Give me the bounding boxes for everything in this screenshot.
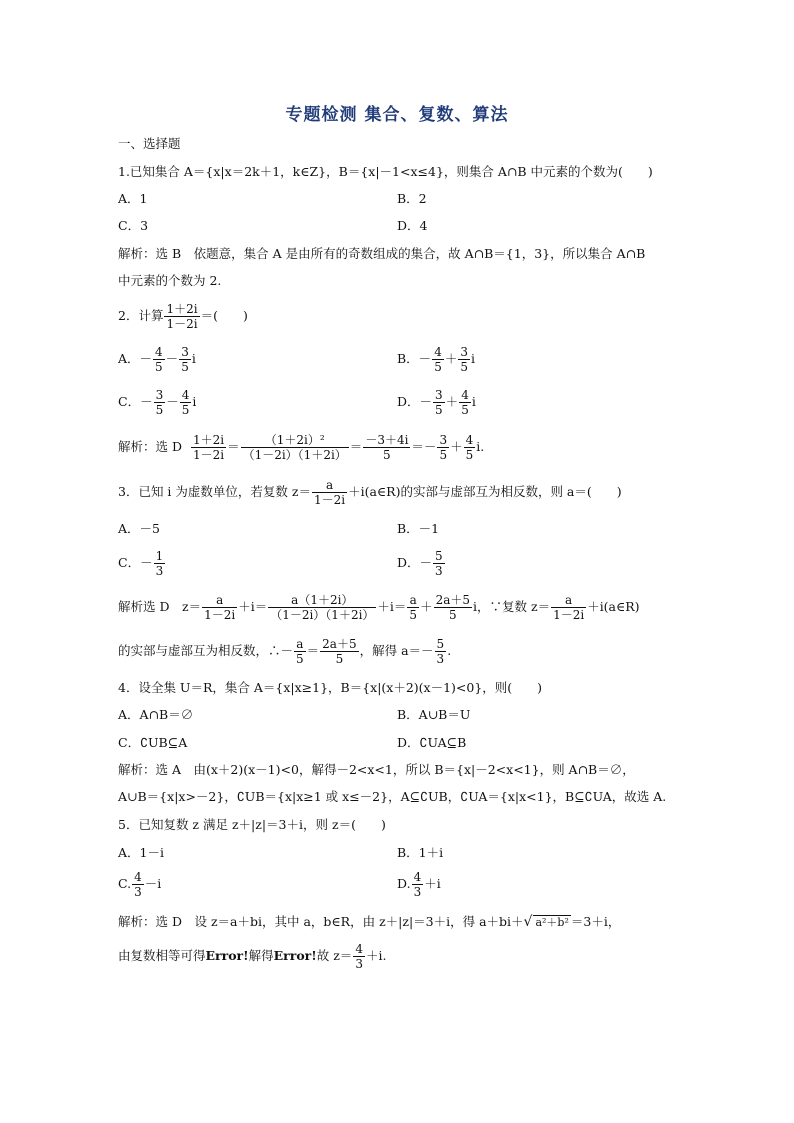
- q2-option-c: C．－ $\frac{3}{5}$ － $\frac{4}{5}$ i: [118, 388, 197, 417]
- q3-option-b: B．－1: [397, 521, 440, 536]
- q4-option-c: C．∁UB⊆A: [118, 735, 188, 750]
- section-heading: 一、选择题: [118, 136, 181, 151]
- error-placeholder-2: Error!: [273, 948, 317, 963]
- q1-option-b: B．2: [397, 191, 427, 206]
- q1-solution-line2: 中元素的个数为 2.: [118, 273, 222, 288]
- q4-option-d: D．∁UA⊆B: [397, 735, 467, 750]
- sqrt-expression: a²＋b²: [535, 916, 569, 929]
- q4-option-a: A．A∩B＝∅: [118, 707, 194, 722]
- q2-solution: 解析：选 D $\frac{1+2i}{1-2i}$ ＝ $\frac{\text{（1＋2i）²}}{(1-2i)(1+2i)}$ ＝ $\frac{-3+4i}{5}$ ＝－ $\frac{3}{5}$ ＋ $\frac{4}{5}$ i.: [118, 433, 485, 462]
- q2-option-d: D．－ $\frac{3}{5}$ ＋ $\frac{4}{5}$ i: [397, 388, 476, 417]
- q5-stem: 5．已知复数 z 满足 z＋|z|＝3＋i，则 z＝( ): [118, 817, 386, 832]
- q2-fraction: $\frac{1+2i}{1-2i}$: [166, 302, 198, 331]
- q5-option-a: A．1－i: [118, 845, 164, 860]
- q2-option-b: B．－ $\frac{4}{5}$ ＋ $\frac{3}{5}$ i: [397, 345, 475, 374]
- q5-option-c: C. $\frac{4}{3}$ －i: [118, 870, 162, 899]
- q4-solution-line2: A∪B＝{x|x>－2}，∁UB＝{x|x≥1 或 x≤－2}，A⊆∁UB，∁UA＝{x|x<1}，B⊆∁UA，故选 A.: [118, 789, 667, 804]
- q4-solution-line1: 解析：选 A 由(x＋2)(x－1)<0，解得－2<x<1，所以 B＝{x|－2<x<1}，则 A∩B＝∅，: [118, 762, 635, 777]
- q5-solution-line1: 解析：选 D 设 z＝a＋bi，其中 a，b∈R，由 z＋|z|＝3＋i，得 a＋bi＋√ a²＋b² ＝3＋i，: [118, 914, 621, 930]
- q3-solution-line1: 解析选 D z＝ $\frac{a}{1-2i}$ ＋i＝ $\frac{a(1+2i)}{(1-2i)(1+2i)}$ ＋i＝ $\frac{a}{5}$ ＋ $\frac{2a+5}{5}$ i，∵复数 z＝ $\frac{a}{1-2i}$ ＋i(a∈R): [118, 593, 640, 622]
- q3-solution-line2: 的实部与虚部互为相反数，∴－ $\frac{a}{5}$ ＝ $\frac{2a+5}{5}$ ，解得 a＝－ $\frac{5}{3}$ .: [118, 637, 452, 666]
- q3-option-a: A．－5: [118, 521, 160, 536]
- q4-option-b: B．A∪B＝U: [397, 707, 471, 722]
- page-title: 专题检测 集合、复数、算法: [285, 105, 509, 125]
- q1-option-d: D．4: [397, 218, 428, 233]
- q5-option-d: D. $\frac{4}{3}$ ＋i: [397, 870, 441, 899]
- q2-stem: 2．计算 $\frac{1+2i}{1-2i}$ ＝( ): [118, 302, 248, 331]
- q5-solution-line2: 由复数相等可得Error!解得Error!故 z＝ $\frac{4}{3}$ ＋i.: [118, 942, 387, 971]
- q4-stem: 4．设全集 U＝R，集合 A＝{x|x≥1}，B＝{x|(x＋2)(x－1)<0}，则( ): [118, 680, 543, 695]
- q1-option-c: C．3: [118, 218, 149, 233]
- q3-stem: 3．已知 i 为虚数单位，若复数 z＝ $\frac{a}{1-2i}$ ＋i(a∈R)的实部与虚部互为相反数，则 a＝( ): [118, 478, 622, 507]
- q1-option-a: A．1: [118, 191, 148, 206]
- q5-option-b: B．1＋i: [397, 845, 444, 860]
- q3-option-c: C．－ $\frac{1}{3}$: [118, 549, 164, 578]
- error-placeholder-1: Error!: [205, 948, 249, 963]
- q2-option-a: A．－ $\frac{4}{5}$ － $\frac{3}{5}$ i: [118, 345, 196, 374]
- q1-solution-line1: 解析：选 B 依题意，集合 A 是由所有的奇数组成的集合，故 A∩B＝{1，3}，所以集合 A∩B: [118, 246, 646, 261]
- q3-option-d: D．－ $\frac{5}{3}$: [397, 549, 443, 578]
- q1-stem: 1.已知集合 A＝{x|x＝2k＋1，k∈Z}，B＝{x|－1<x≤4}，则集合 A∩B 中元素的个数为( ): [118, 164, 653, 179]
